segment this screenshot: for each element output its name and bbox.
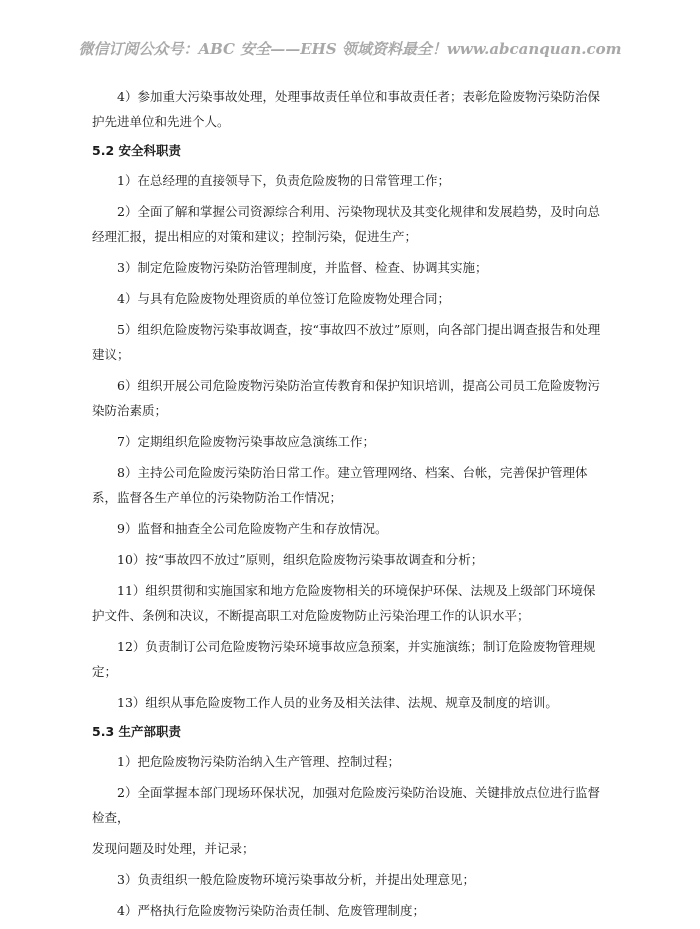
section-5-2-title: 5.2 安全科职责 bbox=[92, 143, 181, 158]
s53-item-4: 4）严格执行危险废物污染防治责任制、危废管理制度； bbox=[117, 903, 425, 918]
s52-item-10: 10）按“事故四不放过”原则，组织危险废物污染事故调查和分析； bbox=[117, 552, 484, 567]
s52-item-13: 13）组织从事危险废物工作人员的业务及相关法律、法规、规章及制度的培训。 bbox=[117, 695, 558, 710]
s52-item-3: 3）制定危险废物污染防治管理制度，并监督、检查、协调其实施； bbox=[117, 260, 488, 275]
s52-item-9: 9）监督和抽查全公司危险废物产生和存放情况。 bbox=[117, 521, 388, 536]
s52-item-8: 8）主持公司危险废污染防治日常工作。建立管理网络、档案、台帐，完善保护管理体系，监督各生产单位的污染物防治工作情况； bbox=[92, 465, 588, 505]
s52-item-11: 11）组织贯彻和实施国家和地方危险废物相关的环境保护环保、法规及上级部门环境保护文件、条例和决议，不断提高职工对危险废物防止污染治理工作的认识水平； bbox=[92, 583, 596, 623]
s53-item-2-continued: 发现问题及时处理，并记录； bbox=[92, 841, 255, 856]
s52-item-6: 6）组织开展公司危险废物污染防治宣传教育和保护知识培训，提高公司员工危险废物污染防治素质； bbox=[92, 378, 600, 418]
section-5-3-title: 5.3 生产部职责 bbox=[92, 724, 181, 739]
s53-item-3: 3）负责组织一般危险废物环境污染事故分析，并提出处理意见； bbox=[117, 872, 475, 887]
s53-item-2: 2）全面掌握本部门现场环保状况，加强对危险废污染防治设施、关键排放点位进行监督检查， bbox=[92, 785, 600, 825]
intro-item-4: 4）参加重大污染事故处理，处理事故责任单位和事故责任者；表彰危险废物污染防治保护先进单位和先进个人。 bbox=[92, 89, 600, 129]
s52-item-2: 2）全面了解和掌握公司资源综合利用、污染物现状及其变化规律和发展趋势，及时向总经理汇报，提出相应的对策和建议；控制污染，促进生产； bbox=[92, 204, 600, 244]
watermark-header: 微信订阅公众号：ABC 安全——EHS 领域资料最全！www.abcanquan.com bbox=[78, 40, 622, 58]
document-body bbox=[92, 84, 602, 929]
s53-item-1: 1）把危险废物污染防治纳入生产管理、控制过程； bbox=[117, 754, 400, 769]
s52-item-5: 5）组织危险废物污染事故调查，按“事故四不放过”原则，向各部门提出调查报告和处理建议； bbox=[92, 322, 601, 362]
s52-item-7: 7）定期组织危险废物污染事故应急演练工作； bbox=[117, 434, 375, 449]
s52-item-12: 12）负责制订公司危险废物污染环境事故应急预案，并实施演练；制订危险废物管理规定； bbox=[92, 639, 596, 679]
s52-item-4: 4）与具有危险废物处理资质的单位签订危险废物处理合同； bbox=[117, 291, 450, 306]
s52-item-1: 1）在总经理的直接领导下，负责危险废物的日常管理工作； bbox=[117, 173, 450, 188]
